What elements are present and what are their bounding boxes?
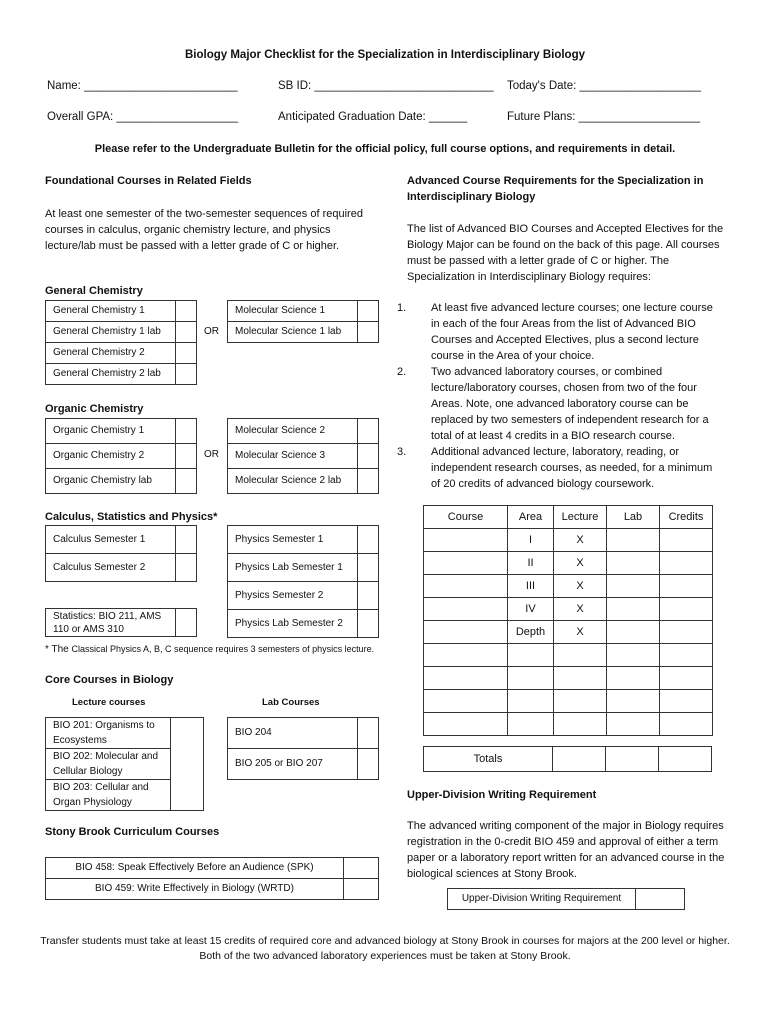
credits-cell[interactable] [660,598,713,621]
lecture-cell[interactable] [554,690,607,713]
course-cell[interactable] [424,713,508,736]
physics-table [227,525,379,638]
foundational-text: At least one semester of the two-semester sequences of required courses in calculus, organic chemistry lecture, and physics lecture/lab must be passed with a letter grade of C or higher. [45,208,363,252]
totals-table [423,746,712,772]
footnote-text: Classical Physics A, B, C sequence requires 3 semesters of physics lecture. [71,644,375,654]
table-row [424,552,713,575]
table-row [424,621,713,644]
lab-cell[interactable] [607,621,660,644]
checkbox[interactable] [358,301,379,322]
course-label: BIO 203: Cellular and Organ Physiology [46,780,171,811]
checkbox[interactable] [176,444,197,469]
checkbox[interactable] [171,718,204,811]
sbc-table [45,857,379,900]
core-courses-heading: Core Courses in Biology [45,674,174,686]
course-label: General Chemistry 2 lab [46,364,176,385]
lecture-cell: X [554,621,607,644]
graduation-date-field[interactable]: Anticipated Graduation Date: ______ [278,111,468,123]
writing-requirement-box [447,888,685,910]
course-label: Calculus Semester 1 [46,526,176,554]
course-cell[interactable] [424,644,508,667]
checkbox[interactable] [358,526,379,554]
checkbox[interactable] [358,554,379,582]
todays-date-field[interactable]: Today's Date: ___________________ [507,80,702,92]
course-label: BIO 459: Write Effectively in Biology (WRTD) [46,879,344,900]
core-lab-table [227,717,379,780]
writing-heading: Upper-Division Writing Requirement [407,789,597,801]
lab-cell[interactable] [607,598,660,621]
course-label: Statistics: BIO 211, AMS 110 or AMS 310 [46,609,176,637]
course-label: Physics Lab Semester 2 [228,610,358,638]
requirement-item [397,444,718,492]
calculus-heading: Calculus, Statistics and Physics* [45,511,218,523]
credits-cell[interactable] [660,575,713,598]
course-cell[interactable] [424,529,508,552]
checkbox[interactable] [358,322,379,343]
course-cell[interactable] [424,690,508,713]
course-label: Physics Semester 1 [228,526,358,554]
requirement-item [397,300,718,364]
course-label: Organic Chemistry lab [46,469,176,494]
checkbox[interactable] [344,879,379,900]
col-header: Lab [607,506,660,529]
course-label: BIO 458: Speak Effectively Before an Audience (SPK) [46,858,344,879]
totals-row [424,747,712,772]
course-cell[interactable] [424,575,508,598]
lab-courses-heading: Lab Courses [262,697,320,708]
area-cell[interactable] [508,644,554,667]
bulletin-notice: Please refer to the Undergraduate Bulletin for the official policy, full course options, and requirements in detail. [94,143,676,155]
lecture-courses-heading: Lecture courses [72,697,146,708]
credits-cell[interactable] [660,667,713,690]
item-number: 1. [397,302,407,314]
item-text: At least five advanced lecture courses; one lecture course in each of the four Areas from the list of Advanced BIO Courses and Accepted Electives, plus a second lecture course in the Area of your choice. [431,302,713,362]
course-label: Molecular Science 2 lab [228,469,358,494]
table-row [424,575,713,598]
core-lecture-table [45,717,204,811]
lab-cell[interactable] [607,690,660,713]
course-cell[interactable] [424,621,508,644]
requirements-list [397,300,718,492]
col-header: Lecture [554,506,607,529]
table-row [424,529,713,552]
checkbox[interactable] [358,444,379,469]
molecular-science-table-2 [227,418,379,494]
general-chemistry-heading: General Chemistry [45,285,143,297]
lab-cell[interactable] [607,529,660,552]
sbc-heading: Stony Brook Curriculum Courses [45,826,220,838]
credits-cell[interactable] [660,552,713,575]
lecture-cell[interactable] [554,713,607,736]
course-label: General Chemistry 2 [46,343,176,364]
checkbox[interactable] [176,419,197,444]
name-field[interactable]: Name: ________________________ [47,80,238,92]
course-label: Molecular Science 2 [228,419,358,444]
general-chemistry-table [45,300,197,385]
course-cell[interactable] [424,667,508,690]
checkbox[interactable] [176,301,197,322]
checkbox[interactable] [176,609,197,637]
course-label: BIO 205 or BIO 207 [228,749,358,780]
lab-cell[interactable] [607,713,660,736]
checkbox[interactable] [358,749,379,780]
statistics-table [45,608,197,637]
checkbox[interactable] [344,858,379,879]
foundational-heading: Foundational Courses in Related Fields [45,175,252,187]
credits-cell[interactable] [660,621,713,644]
checkbox[interactable] [176,322,197,343]
checkbox[interactable] [176,364,197,385]
area-cell: II [508,552,554,575]
course-label: General Chemistry 1 [46,301,176,322]
lab-cell[interactable] [607,575,660,598]
item-number: 3. [397,446,407,458]
lecture-cell: X [554,598,607,621]
area-cell[interactable] [508,713,554,736]
area-cell: III [508,575,554,598]
or-label: OR [204,326,219,337]
lecture-cell: X [554,552,607,575]
course-label: Calculus Semester 2 [46,554,176,582]
course-label: BIO 202: Molecular and Cellular Biology [46,749,171,780]
transfer-footer: Transfer students must take at least 15 credits of required core and advanced biology at Stony Brook in courses for majors at the 200 level or higher. Both of the two advanced laboratory experiences must be taken at Stony Brook. [40,935,730,962]
table-row [424,667,713,690]
writing-requirement-label: Upper-Division Writing Requirement [448,889,636,910]
checkbox[interactable] [358,610,379,638]
lab-cell[interactable] [607,644,660,667]
course-label: BIO 204 [228,718,358,749]
course-cell[interactable] [424,598,508,621]
organic-chemistry-table [45,418,197,494]
checkbox[interactable] [176,554,197,582]
checkbox[interactable] [176,469,197,494]
totals-credits[interactable] [659,747,712,772]
col-header: Credits [660,506,713,529]
lecture-cell: X [554,529,607,552]
lecture-cell[interactable] [554,667,607,690]
area-cell[interactable] [508,690,554,713]
credits-cell[interactable] [660,644,713,667]
credits-cell[interactable] [660,713,713,736]
course-label: Physics Semester 2 [228,582,358,610]
totals-lecture[interactable] [553,747,606,772]
table-row [424,644,713,667]
table-row [424,598,713,621]
course-label: BIO 201: Organisms to Ecosystems [46,718,171,749]
course-label: Molecular Science 1 lab [228,322,358,343]
or-label: OR [204,449,219,460]
lecture-cell: X [554,575,607,598]
lecture-cell[interactable] [554,644,607,667]
checkbox[interactable] [358,469,379,494]
course-label: General Chemistry 1 lab [46,322,176,343]
calculus-table [45,525,197,582]
course-label: Molecular Science 1 [228,301,358,322]
credits-cell[interactable] [660,690,713,713]
advanced-course-table [423,505,713,736]
checkbox[interactable] [176,343,197,364]
totals-lab[interactable] [606,747,659,772]
item-text: Additional advanced lecture, laboratory, reading, or independent research courses, as needed, for a minimum of 20 credits of advanced biology coursework. [431,446,713,490]
area-cell: I [508,529,554,552]
item-number: 2. [397,366,407,378]
sbid-field[interactable]: SB ID: ____________________________ [278,80,494,92]
item-text: Two advanced laboratory courses, or combined lecture/laboratory courses, chosen from two of the four Areas. Note, one advanced laboratory course can be replaced by two semesters of independent research for a total of at least 4 credits in a BIO research course. [431,366,709,442]
checkbox[interactable] [176,526,197,554]
area-cell: Depth [508,621,554,644]
checkbox[interactable] [358,419,379,444]
course-label: Organic Chemistry 1 [46,419,176,444]
checkbox[interactable] [636,889,685,910]
credits-cell[interactable] [660,529,713,552]
course-cell[interactable] [424,552,508,575]
checkbox[interactable] [358,718,379,749]
lab-cell[interactable] [607,667,660,690]
lab-cell[interactable] [607,552,660,575]
table-row [424,690,713,713]
course-label: Physics Lab Semester 1 [228,554,358,582]
gpa-field[interactable]: Overall GPA: ___________________ [47,111,238,123]
course-label: Molecular Science 3 [228,444,358,469]
course-label: Organic Chemistry 2 [46,444,176,469]
col-header: Area [508,506,554,529]
physics-footnote [45,644,374,655]
molecular-science-table [227,300,379,343]
advanced-text: The list of Advanced BIO Courses and Accepted Electives for the Biology Major can be found on the back of this page. All courses must be passed with a letter grade of C or higher. The Specialization in Interdisciplinary Biology requires: [407,223,724,283]
area-cell[interactable] [508,667,554,690]
writing-text: The advanced writing component of the major in Biology requires registration in the 0-credit BIO 459 and approval of either a term paper or a laboratory report written for an advanced course in the biological sciences at Stony Brook. [407,820,725,880]
organic-chemistry-heading: Organic Chemistry [45,403,144,415]
footnote-star: * The [45,644,72,655]
advanced-heading: Advanced Course Requirements for the Specialization in Interdisciplinary Biology [407,175,704,203]
area-cell: IV [508,598,554,621]
future-plans-field[interactable]: Future Plans: ___________________ [507,111,701,123]
col-header: Course [424,506,508,529]
page-title: Biology Major Checklist for the Specialization in Interdisciplinary Biology [184,49,585,61]
checkbox[interactable] [358,582,379,610]
table-row [424,713,713,736]
requirement-item [397,364,718,444]
totals-label: Totals [424,747,553,772]
